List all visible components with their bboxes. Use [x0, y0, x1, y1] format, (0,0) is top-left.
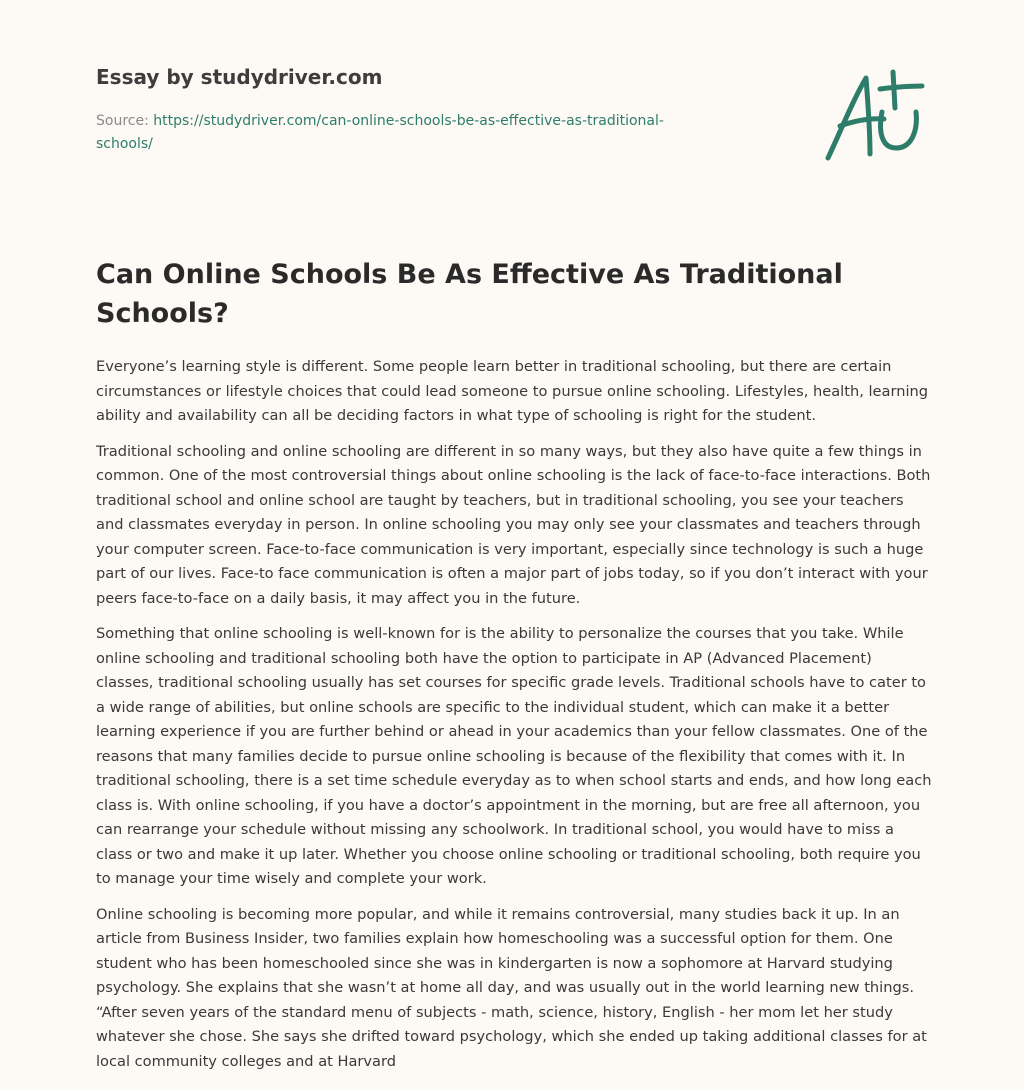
essay-paragraph: Everyone’s learning style is different. Some people learn better in traditional schooling, but there are certain circumstances or lifestyle choices that could lead someone to pursue online schooling. Lifestyles, health, learning ability and availability can all be deciding factors in what type of schooling is right for the student. — [96, 358, 929, 424]
source-label: Source: — [96, 113, 154, 129]
source-line — [96, 110, 706, 156]
essay-title: Can Online Schools Be As Effective As Traditional Schools? — [96, 259, 843, 329]
essay-paragraph: Online schooling is becoming more popular, and while it remains controversial, many studies back it up. In an article from Business Insider, two families explain how homeschooling was a successful option for them. One student who has been homeschooled since she was in kindergarten is now a sophomore at Harvard studying psychology. She explains that she wasn’t at home all day, and was usually out in the world learning new things. “After seven years of the standard menu of subjects - math, science, history, English - her mom let her study whatever she chose. She says she drifted toward psychology, which she ended up taking additional classes for at local community colleges and at Harvard — [96, 905, 927, 1070]
header — [96, 62, 796, 156]
essay-paragraph: Traditional schooling and online schooling are different in so many ways, but they also have quite a few things in common. One of the most controversial things about online schooling is the lack of face-to-face interactions. Both traditional school and online school are taught by teachers, but in traditional schooling, you see your teachers and classmates everyday in person. In online schooling you may only see your classmates and teachers through your computer screen. Face-to-face communication is very important, especially since technology is such a huge part of our lives. Face-to face communication is often a major part of jobs today, so if you don’t interact with your peers face-to-face on a daily basis, it may affect you in the future. — [96, 442, 931, 607]
a-plus-logo-icon — [818, 66, 930, 168]
essay-paragraph: Something that online schooling is well-known for is the ability to personalize the courses that you take. While online schooling and traditional schooling both have the option to participate in AP (Advanced Placement) classes, traditional schooling usually has set courses for specific grade levels. Traditional schools have to cater to a wide range of abilities, but online schools are specific to the individual student, which can make it a better learning experience if you are further behind or ahead in your academics than your fellow classmates. One of the reasons that many families decide to pursue online schooling is because of the flexibility that comes with it. In traditional schooling, there is a set time schedule everyday as to when school starts and ends, and how long each class is. With online schooling, if you have a doctor’s appointment in the morning, but are free all afternoon, you can rearrange your schedule without missing any schoolwork. In traditional school, you would have to miss a class or two and make it up later. Whether you choose online schooling or traditional schooling, both require you to manage your time wisely and complete your work. — [96, 625, 932, 887]
site-brand: Essay by studydriver.com — [96, 65, 383, 89]
essay-body — [96, 355, 932, 1085]
source-link[interactable]: https://studydriver.com/can-online-schools-be-as-effective-as-traditional-schools/ — [96, 113, 664, 152]
